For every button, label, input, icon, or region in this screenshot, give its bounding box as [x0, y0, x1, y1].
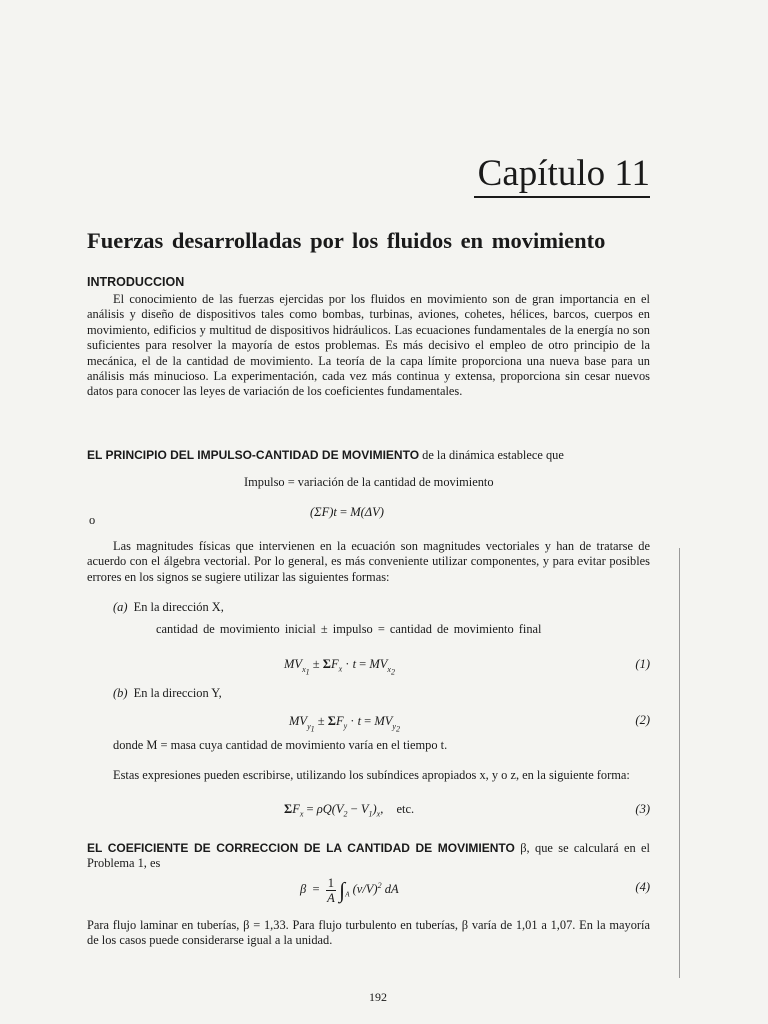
chapter-rule — [474, 196, 650, 198]
impulse-eq-rhs: M(ΔV) — [350, 505, 384, 519]
expressions-paragraph: Estas expresiones pueden escribirse, utilizando los subíndices apropiados x, y o z, en la siguiente forma: — [113, 768, 630, 782]
equation-1: $MV_{x_1} \pm \Sigma F_x \cdot t = MV_{x_2}$ — [284, 657, 395, 677]
impulse-equation — [310, 503, 384, 521]
case-a-description: cantidad de movimiento inicial ± impulso = cantidad de movimiento final — [156, 622, 542, 636]
coefficient-rest: β, que se calculará en el Problema 1, es — [87, 841, 650, 871]
chapter-title: Capítulo 11 — [477, 153, 650, 194]
main-title: Fuerzas desarrolladas por los fluidos en movimiento — [87, 228, 606, 253]
equation-2: $MV_{y_1} \pm \Sigma F_y \cdot t = MV_{y_2}$ — [289, 714, 400, 734]
principle-rest: de la dinámica establece que — [419, 448, 564, 462]
page-number: 192 — [369, 990, 387, 1004]
equation-4: β = $\frac{1}{A}$ $\int_A$ $(v/V)^2$ dA — [300, 875, 399, 905]
intro-paragraph: El conocimiento de las fuerzas ejercidas por los fluidos en movimiento son de gran importancia en el análisis y diseño de dispositivos tales como bombas, turbinas, aviones, cohetes, hélices, barcos, cuerpos en movimiento, edificios y multitud de dispositivos hidráulicos. Las ecuaciones fundamentales de la energía no son suficientes para resolver la mayoría de estos problemas. Es más decisivo el empleo de otro principio de la mecánica, el de la cantidad de movimiento. La teoría de la capa límite proporciona una nueva base para un análisis más minucioso. La experimentación, cada vez más continua y extensa, proporciona sin cesar nuevos datos para conocer las leyes de variación de los coeficientes fundamentales. — [87, 292, 650, 399]
equation-4-fraction: $\frac{1}{A}$ — [327, 875, 335, 905]
coefficient-lead: EL COEFICIENTE DE CORRECCION DE LA CANTIDAD DE MOVIMIENTO — [87, 841, 515, 855]
margin-bar — [679, 548, 680, 978]
equation-3-number: (3) — [635, 802, 650, 816]
case-a-text: En la dirección X, — [133, 600, 224, 614]
case-b-text: En la direccion Y, — [133, 686, 222, 700]
coefficient-paragraph — [87, 841, 650, 872]
intro-heading: INTRODUCCION — [87, 275, 185, 289]
principle-paragraph — [87, 448, 650, 463]
case-b-label: (b) — [113, 686, 128, 700]
principle-lead: EL PRINCIPIO DEL IMPULSO-CANTIDAD DE MOVIMIENTO — [87, 448, 420, 462]
equation-3: $\Sigma F_x = \rho Q(V_2 - V_1)_x$, etc. — [284, 802, 415, 819]
equation-1-number: (1) — [635, 657, 650, 671]
case-a-label: (a) — [113, 600, 128, 614]
case-b — [113, 685, 222, 701]
impulse-eq-op: = — [336, 505, 351, 519]
equation-4-number: (4) — [635, 880, 650, 894]
donde-definition: donde M = masa cuya cantidad de movimiento varía en el tiempo t. — [113, 738, 448, 752]
equation-3-tail: etc. — [396, 802, 415, 816]
vector-paragraph: Las magnitudes físicas que intervienen en la ecuación son magnitudes vectoriales y han de tratarse de acuerdo con el álgebra vectorial. Por lo general, es más conveniente utilizar componentes, y para evitar posibles errores en los signos se sugiere utilizar las siguientes formas: — [87, 539, 650, 584]
equation-2-number: (2) — [635, 713, 650, 727]
impulse-statement: Impulso = variación de la cantidad de movimiento — [244, 475, 494, 489]
impulse-eq-lhs: (ΣF)t — [310, 505, 337, 519]
flow-paragraph: Para flujo laminar en tuberías, β = 1,33. Para flujo turbulento en tuberías, β varía de 1,01 a 1,07. En la mayoría de los casos puede considerarse igual a la unidad. — [87, 918, 650, 948]
case-a — [113, 599, 224, 615]
or-label: o — [89, 513, 96, 527]
